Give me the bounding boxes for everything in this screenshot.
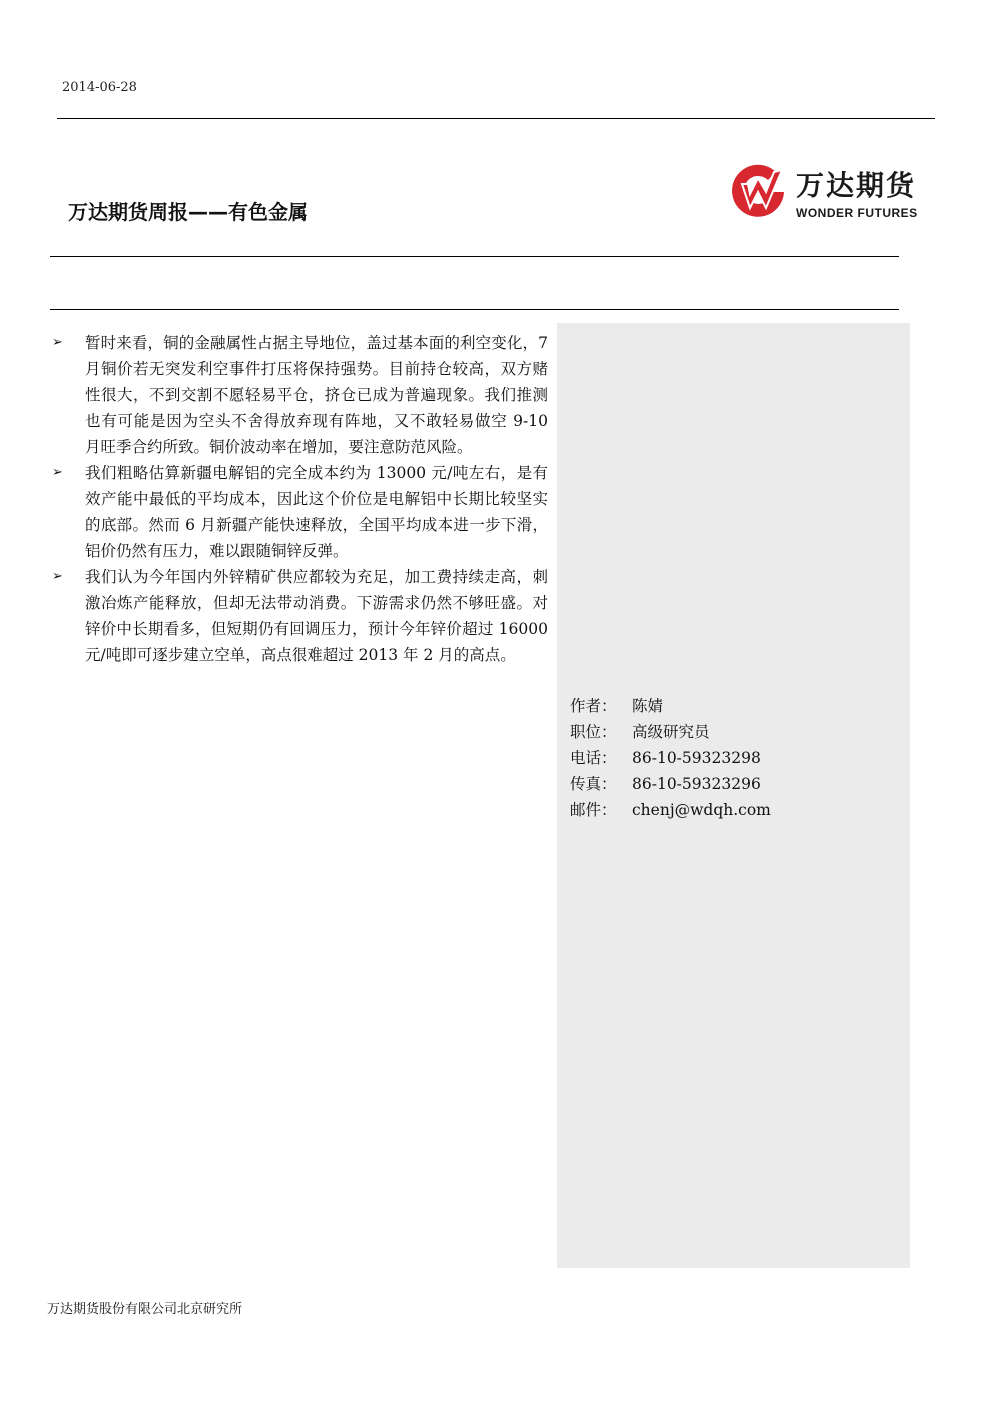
bullet-arrow-icon: ➢ bbox=[52, 569, 63, 584]
author-sidebar bbox=[557, 323, 910, 1268]
title-divider-bottom bbox=[50, 309, 899, 310]
author-email-row bbox=[570, 797, 771, 823]
summary-bullet-copper bbox=[50, 330, 548, 460]
summary-bullet-zinc bbox=[50, 564, 548, 668]
author-phone-row bbox=[570, 745, 771, 771]
author-name: 陈婧 bbox=[632, 697, 664, 715]
author-name-row bbox=[570, 693, 771, 719]
author-info bbox=[570, 693, 771, 823]
author-email[interactable]: chenj@wdqh.com bbox=[632, 801, 771, 819]
info-label: 传真： bbox=[570, 775, 617, 793]
bullet-text: 我们粗略估算新疆电解铝的完全成本约为 13000 元/吨左右，是有效产能中最低的平均成本，因此这个价位是电解铝中长期比较坚实的底部。然而 6 月新疆产能快速释放，全国平均成本进一步下滑，铝价仍然有压力，难以跟随铜锌反弹。 bbox=[85, 464, 548, 560]
author-phone: 86-10-59323298 bbox=[632, 749, 761, 767]
summary-content bbox=[50, 330, 548, 668]
bullet-text: 暂时来看，铜的金融属性占据主导地位，盖过基本面的利空变化，7 月铜价若无突发利空事件打压将保持强势。目前持仓较高，双方赌性很大，不到交割不愿轻易平仓，挤仓已成为普遍现象。我们推测也有可能是因为空头不舍得放弃现有阵地，又不敢轻易做空 9-10 月旺季合约所致。铜价波动率在增加，要注意防范风险。 bbox=[85, 334, 548, 456]
bullet-arrow-icon: ➢ bbox=[52, 465, 63, 480]
author-position: 高级研究员 bbox=[632, 723, 710, 741]
author-fax: 86-10-59323296 bbox=[632, 775, 761, 793]
footer-company: 万达期货股份有限公司北京研究所 bbox=[47, 1302, 243, 1317]
header-divider bbox=[57, 118, 935, 119]
title-divider-top bbox=[50, 256, 899, 257]
summary-bullet-aluminum bbox=[50, 460, 548, 564]
logo-chinese-name: 万达期货 bbox=[796, 169, 917, 202]
author-fax-row bbox=[570, 771, 771, 797]
info-label: 职位： bbox=[570, 723, 617, 741]
report-date: 2014-06-28 bbox=[62, 80, 137, 95]
company-logo bbox=[728, 162, 938, 224]
wonder-futures-logo-icon bbox=[728, 162, 790, 224]
logo-english-name: WONDER FUTURES bbox=[796, 206, 918, 220]
author-position-row bbox=[570, 719, 771, 745]
page-title: 万达期货周报——有色金属 bbox=[68, 200, 308, 224]
info-label: 电话： bbox=[570, 749, 617, 767]
info-label: 邮件： bbox=[570, 801, 617, 819]
bullet-text: 我们认为今年国内外锌精矿供应都较为充足，加工费持续走高，刺激冶炼产能释放，但却无法带动消费。下游需求仍然不够旺盛。对锌价中长期看多，但短期仍有回调压力，预计今年锌价超过 16000 元/吨即可逐步建立空单，高点很难超过 2013 年 2 月的高点。 bbox=[85, 568, 548, 664]
info-label: 作者： bbox=[570, 697, 617, 715]
bullet-arrow-icon: ➢ bbox=[52, 335, 63, 350]
